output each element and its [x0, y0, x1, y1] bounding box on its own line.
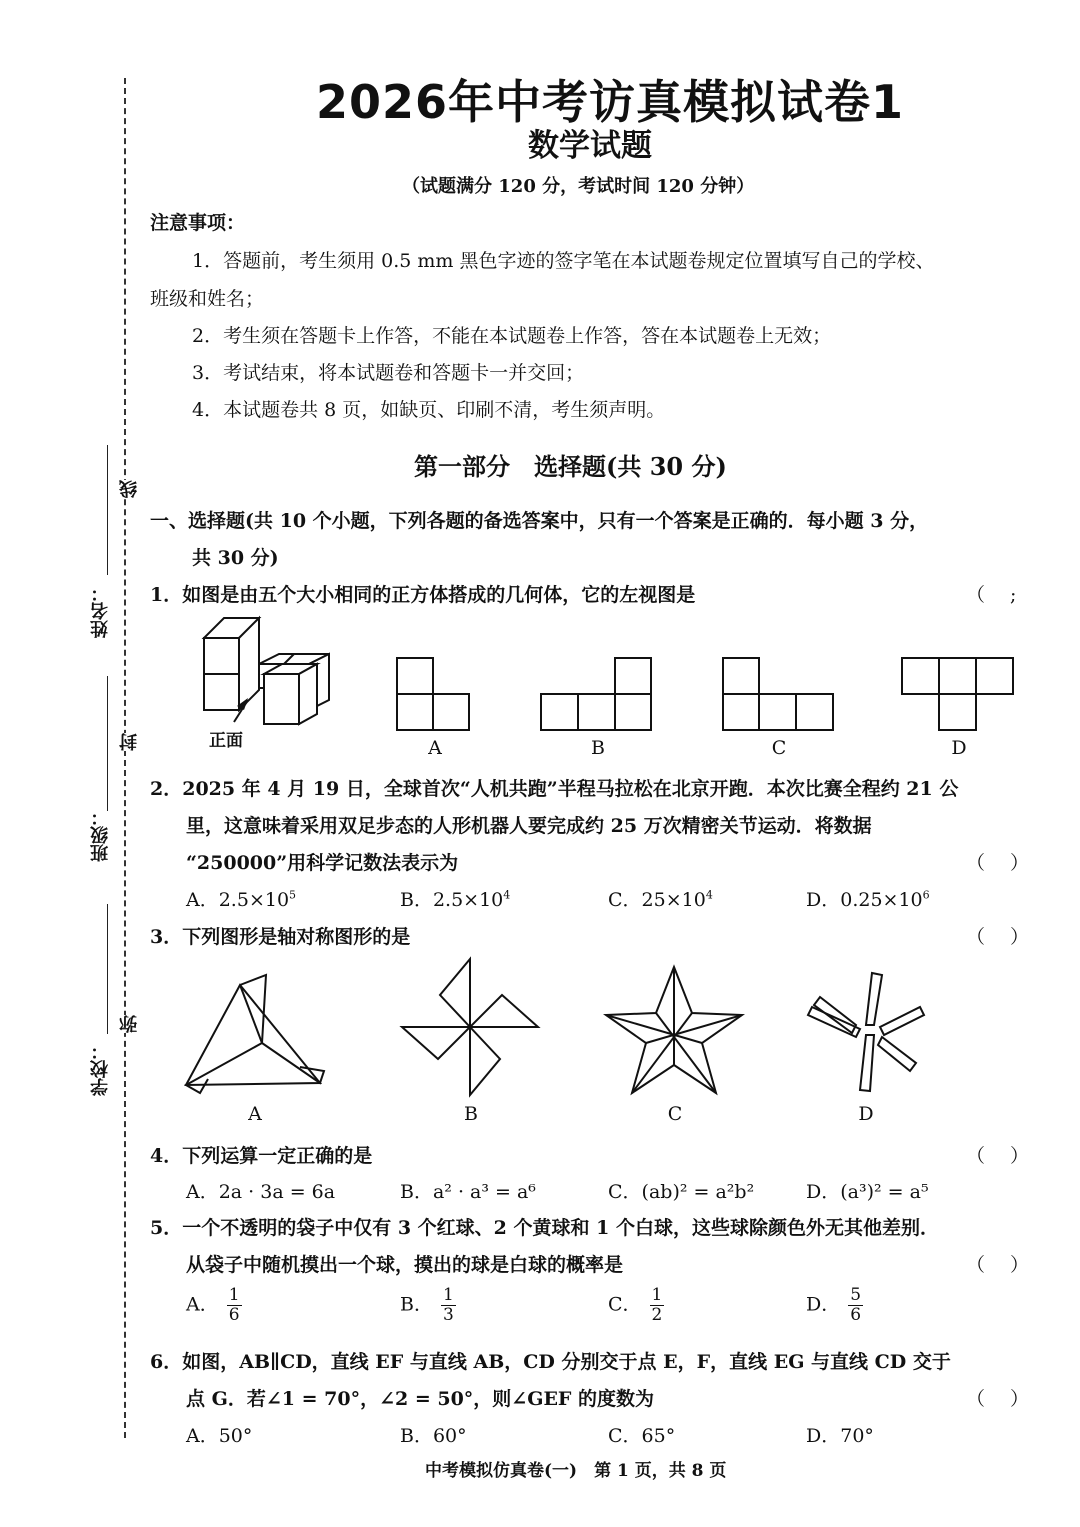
notice-item-1: 1．答题前，考生须用 0.5 mm 黑色字迹的签字笔在本试题卷规定位置填写自己的学校、	[192, 250, 935, 272]
school-blank-line[interactable]	[107, 904, 108, 1034]
q1-option-c-label: C	[771, 737, 787, 759]
q1-option-b-label: B	[591, 737, 605, 759]
q6-stem-line2: 点 G．若∠1 = 70°，∠2 = 50°，则∠GEF 的度数为	[186, 1388, 655, 1410]
q3-stem: 3．下列图形是轴对称图形的是	[150, 926, 411, 948]
fraction: $\frac{1}{6}$	[228, 1285, 240, 1325]
q4-option-c[interactable]: C．(ab)² = a²b²	[608, 1181, 755, 1203]
q6-option-b[interactable]: B．60°	[400, 1425, 467, 1447]
q6-option-c[interactable]: C．65°	[608, 1425, 676, 1447]
page-subtitle: 数学试题	[528, 128, 652, 164]
q1-option-b-figure	[541, 658, 651, 730]
q1-option-d-figure	[902, 658, 1013, 730]
q1-answer-paren: （ ;	[966, 584, 1017, 606]
q5-option-a[interactable]: A． $\frac{1}{6}$	[186, 1285, 240, 1325]
q4-option-b[interactable]: B．a² · a³ = a⁶	[400, 1181, 536, 1203]
class-label: 班级：	[90, 808, 111, 862]
q1-solid-figure	[204, 618, 329, 724]
seal-mark-xian: 线	[117, 480, 143, 498]
q5-option-c[interactable]: C． $\frac{1}{2}$	[608, 1285, 663, 1325]
section-1-instructions: 一、选择题(共 10 个小题，下列各题的备选答案中，只有一个答案是正确的．每小题 3 分，	[150, 510, 929, 532]
q2-stem-line3: “250000”用科学记数法表示为	[186, 852, 459, 874]
q3-option-c-figure	[606, 967, 742, 1093]
q3-option-a-label: A	[248, 1103, 262, 1125]
q1-option-d-label: D	[951, 737, 967, 759]
q1-option-a-figure	[397, 658, 469, 730]
q4-option-a[interactable]: A．2a · 3a = 6a	[186, 1181, 336, 1203]
notice-item-3: 3．考试结束，将本试题卷和答题卡一并交回；	[192, 362, 585, 384]
fraction: $\frac{1}{2}$	[651, 1285, 663, 1325]
notice-heading: 注意事项：	[150, 212, 246, 234]
q1-stem: 1．如图是由五个大小相同的正方体搭成的几何体，它的左视图是	[150, 584, 696, 606]
q2-option-a[interactable]: A．$2.5\times 10^5$	[186, 888, 297, 911]
name-blank-line[interactable]	[107, 445, 108, 575]
q6-stem-line1: 6．如图，AB∥CD，直线 EF 与直线 AB，CD 分别交于点 E，F，直线 EG 与直线 CD 交于	[150, 1351, 951, 1373]
q4-option-d[interactable]: D．(a³)² = a⁵	[806, 1181, 929, 1203]
exam-info: （试题满分 120 分，考试时间 120 分钟）	[402, 176, 755, 197]
q5-option-d[interactable]: D． $\frac{5}{6}$	[806, 1285, 862, 1325]
q3-answer-paren: （ ）	[966, 926, 1030, 948]
q2-stem-line1: 2．2025 年 4 月 19 日，全球首次“人机共跑”半程马拉松在北京开跑．本次比赛全程约 21 公	[150, 778, 959, 800]
binding-dashed-line	[124, 78, 126, 1438]
q4-answer-paren: （ ）	[966, 1145, 1030, 1167]
q3-option-b-figure	[402, 959, 538, 1095]
page-footer: 中考模拟仿真卷(一) 第 1 页，共 8 页	[425, 1461, 727, 1481]
notice-item-4: 4．本试题卷共 8 页，如缺页、印刷不清，考生须声明。	[192, 399, 666, 421]
section-1-instructions-cont: 共 30 分)	[192, 547, 279, 569]
part-title: 第一部分 选择题(共 30 分)	[414, 452, 727, 481]
q2-stem-line2: 里，这意味着采用双足步态的人形机器人要完成约 25 万次精密关节运动．将数据	[186, 815, 872, 837]
q6-option-a[interactable]: A．50°	[186, 1425, 253, 1447]
seal-mark-mi: 弥	[117, 1015, 143, 1033]
q1-option-c-figure	[723, 658, 833, 730]
q2-option-c[interactable]: C．$25\times 10^4$	[608, 888, 713, 911]
q1-option-a-label: A	[428, 737, 442, 759]
name-label: 姓名：	[90, 584, 111, 638]
q3-option-d-label: D	[858, 1103, 874, 1125]
school-label: 学校：	[90, 1042, 111, 1096]
page-title: 2026年中考访真模拟试卷1	[315, 75, 905, 129]
seal-mark-feng: 封	[117, 733, 143, 751]
q3-option-a-figure	[186, 975, 324, 1093]
q1-front-label: 正面	[209, 731, 243, 751]
q2-option-b[interactable]: B．$2.5\times 10^4$	[400, 888, 511, 911]
notice-item-1-cont: 班级和姓名；	[150, 288, 265, 310]
q3-option-b-label: B	[464, 1103, 478, 1125]
class-blank-line[interactable]	[107, 676, 108, 811]
q6-answer-paren: （ ）	[966, 1388, 1030, 1410]
q5-answer-paren: （ ）	[966, 1254, 1030, 1276]
q3-option-d-figure	[808, 973, 924, 1091]
q5-stem-line1: 5．一个不透明的袋子中仅有 3 个红球、2 个黄球和 1 个白球，这些球除颜色外无其他差别．	[150, 1217, 939, 1239]
notice-item-2: 2．考生须在答题卡上作答，不能在本试题卷上作答，答在本试题卷上无效；	[192, 325, 832, 347]
q3-figures	[180, 955, 960, 1105]
q5-option-b[interactable]: B． $\frac{1}{3}$	[400, 1285, 454, 1325]
fraction: $\frac{1}{3}$	[442, 1285, 454, 1325]
q4-stem: 4．下列运算一定正确的是	[150, 1145, 373, 1167]
q3-option-c-label: C	[667, 1103, 683, 1125]
q5-stem-line2: 从袋子中随机摸出一个球，摸出的球是白球的概率是	[186, 1254, 624, 1276]
q2-option-d[interactable]: D．$0.25\times 10^6$	[806, 888, 930, 911]
fraction: $\frac{5}{6}$	[850, 1285, 862, 1325]
q2-answer-paren: （ ）	[966, 852, 1030, 874]
q6-option-d[interactable]: D．70°	[806, 1425, 874, 1447]
